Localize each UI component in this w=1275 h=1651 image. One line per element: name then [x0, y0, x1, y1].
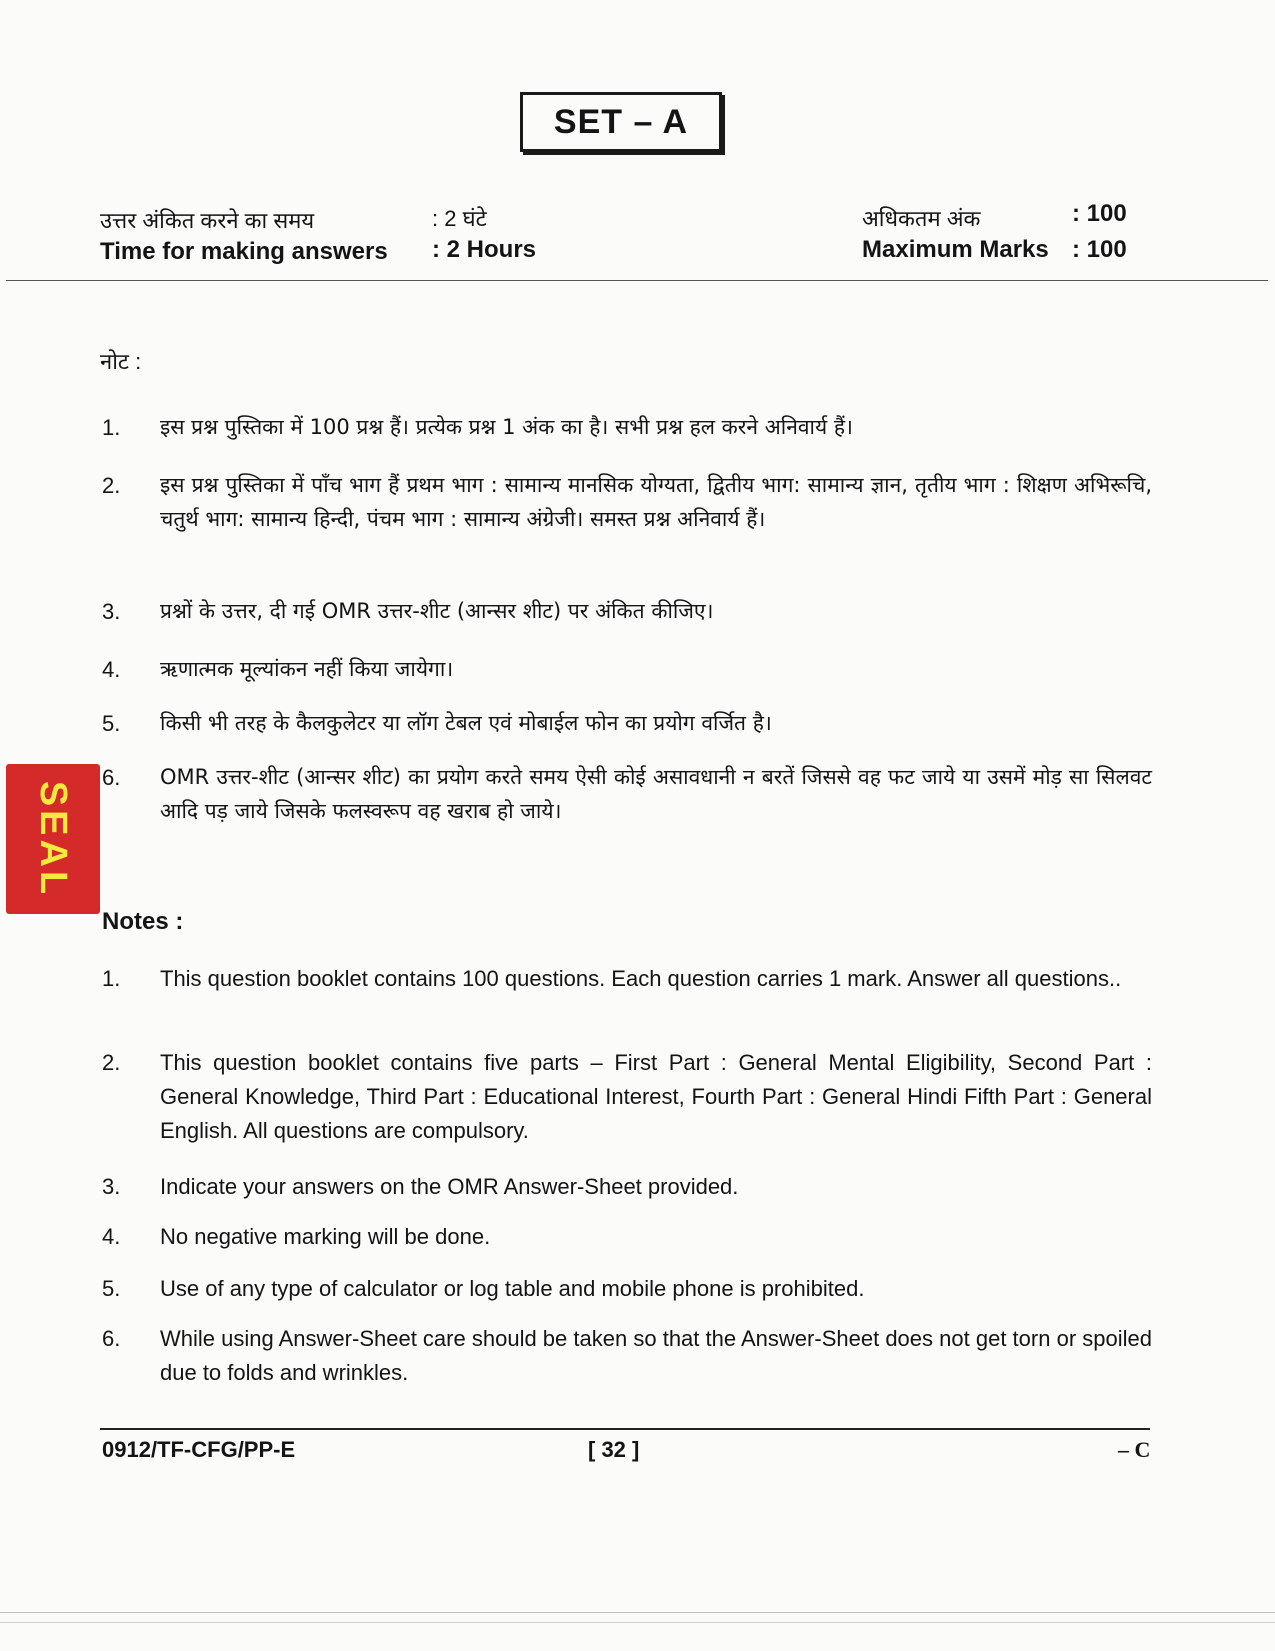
scan-edge-line: [0, 1622, 1275, 1623]
set-label: SET – A: [520, 92, 722, 152]
english-note-text: No negative marking will be done.: [160, 1224, 491, 1249]
header-divider: [6, 280, 1268, 281]
english-note-text: Use of any type of calculator or log table and mobile phone is prohibited.: [160, 1276, 865, 1301]
english-note-number: 6.: [102, 1326, 121, 1351]
hindi-notes-heading: नोट :: [100, 349, 142, 374]
booklet-code: 0912/TF-CFG/PP-E: [102, 1437, 296, 1462]
hindi-note-text: किसी भी तरह के कैलकुलेटर या लॉग टेबल एवं मोबाईल फोन का प्रयोग वर्जित है।: [160, 711, 772, 735]
hindi-note-text: प्रश्नों के उत्तर, दी गई OMR उत्तर-शीट (आन्सर शीट) पर अंकित कीजिए।: [160, 599, 714, 623]
hindi-note-item: [102, 410, 1152, 446]
english-note-number: 2.: [102, 1050, 121, 1075]
time-english-label: Time for making answers: [100, 238, 388, 265]
english-note-item: [102, 1220, 1152, 1254]
marks-hindi-value: : 100: [1072, 200, 1127, 227]
english-note-text: Indicate your answers on the OMR Answer-Sheet provided.: [160, 1174, 739, 1199]
marks-hindi-label: अधिकतम अंक: [862, 206, 981, 231]
time-hindi-label: उत्तर अंकित करने का समय: [100, 208, 315, 233]
hindi-note-item: [102, 760, 1152, 828]
series-suffix: – C: [1118, 1437, 1151, 1462]
hindi-note-number: 3.: [102, 599, 121, 624]
hindi-note-text: ऋणात्मक मूल्यांकन नहीं किया जायेगा।: [160, 657, 454, 681]
page-number: [ 32 ]: [588, 1437, 640, 1462]
english-note-number: 4.: [102, 1224, 121, 1249]
marks-english-label: Maximum Marks: [862, 236, 1049, 263]
hindi-note-text: इस प्रश्न पुस्तिका में पाँच भाग हैं प्रथम भाग : सामान्य मानसिक योग्यता, द्वितीय भाग: सामान्य ज्ञान, तृतीय भाग : शिक्षण अभिरूचि, चतुर्थ भाग: सामान्य हिन्दी, पंचम भाग : सामान्य अंग्रेजी। समस्त प्रश्न अनिवार्य हैं।: [160, 473, 1152, 532]
english-note-item: [102, 1046, 1152, 1148]
hindi-note-text: इस प्रश्न पुस्तिका में 100 प्रश्न हैं। प्रत्येक प्रश्न 1 अंक का है। सभी प्रश्न हल करने अनिवार्य हैं।: [160, 415, 853, 439]
hindi-note-item: [102, 594, 1152, 630]
hindi-note-item: [102, 706, 1152, 742]
english-note-item: [102, 1170, 1152, 1204]
hindi-note-number: 1.: [102, 415, 121, 440]
english-note-item: [102, 962, 1152, 996]
footer-divider: [100, 1428, 1150, 1430]
english-note-number: 1.: [102, 966, 121, 991]
english-notes-heading: Notes :: [102, 908, 184, 935]
hindi-note-item: [102, 652, 1152, 688]
time-hindi-value: : 2 घंटे: [432, 206, 487, 231]
hindi-note-number: 4.: [102, 657, 121, 682]
english-note-text: While using Answer-Sheet care should be taken so that the Answer-Sheet does not get torn or spoiled due to folds and wrinkles.: [160, 1326, 1152, 1386]
seal-label: SEAL: [32, 780, 75, 898]
hindi-note-number: 6.: [102, 765, 121, 790]
hindi-note-number: 2.: [102, 473, 121, 498]
english-note-item: [102, 1272, 1152, 1306]
marks-english-value: : 100: [1072, 236, 1127, 263]
time-english-value: : 2 Hours: [432, 236, 537, 263]
english-note-number: 5.: [102, 1276, 121, 1301]
scan-edge-line: [0, 1612, 1275, 1613]
english-note-text: This question booklet contains 100 questions. Each question carries 1 mark. Answer all questions..: [160, 966, 1122, 991]
hindi-note-number: 5.: [102, 711, 121, 736]
hindi-note-text: OMR उत्तर-शीट (आन्सर शीट) का प्रयोग करते समय ऐसी कोई असावधानी न बरतें जिससे वह फट जाये या उसमें मोड़ सा सिलवट आदि पड़ जाये जिसके फलस्वरूप वह खराब हो जाये।: [160, 765, 1152, 824]
english-note-item: [102, 1322, 1152, 1390]
seal-sticker: [6, 764, 100, 914]
english-note-text: This question booklet contains five parts – First Part : General Mental Eligibility, Second Part : General Knowledge, Third Part : Educational Interest, Fourth Part : General Hindi Fifth Part : General English. All questions are compulsory.: [160, 1050, 1152, 1144]
english-note-number: 3.: [102, 1174, 121, 1199]
hindi-note-item: [102, 468, 1152, 536]
